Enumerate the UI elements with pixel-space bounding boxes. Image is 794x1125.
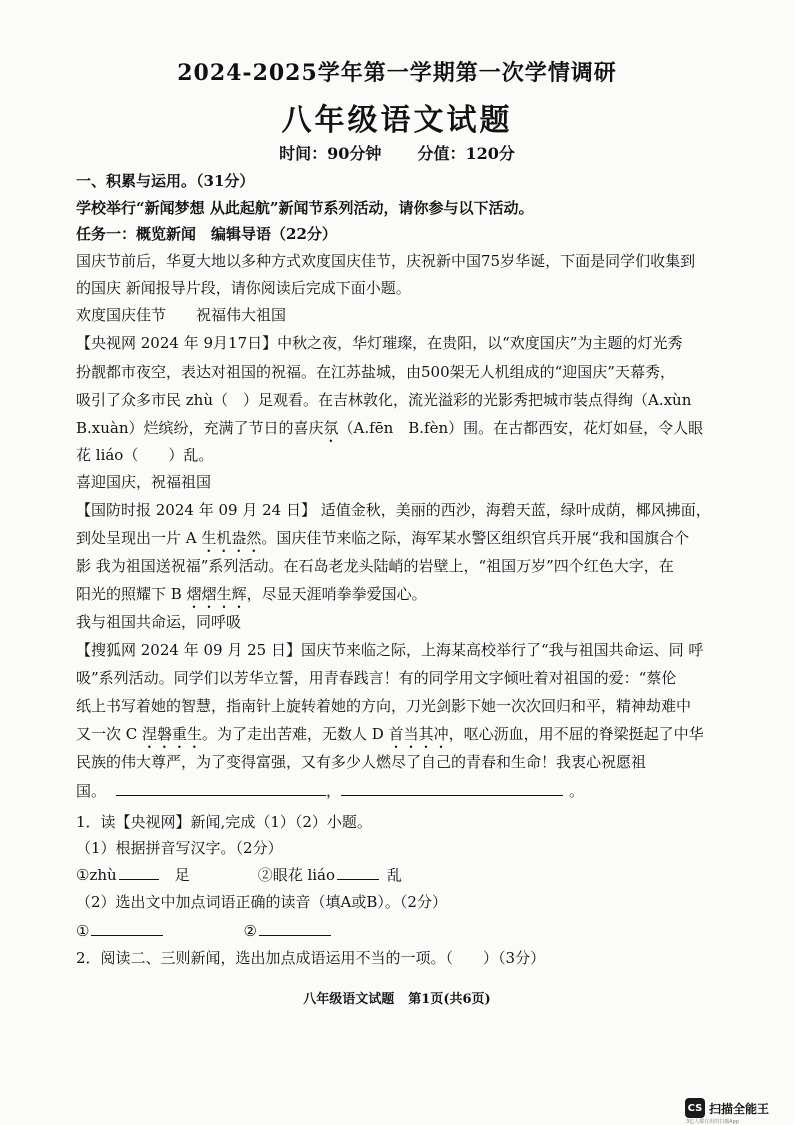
dotted-idiom: 生机盎然 xyxy=(201,529,262,547)
page-footer: 八年级语文试题 第1页(共6页) xyxy=(303,992,491,1007)
question-2: 2．阅读二、三则新闻，选出加点成语运用不当的一项。（ ）（3分） xyxy=(76,949,546,967)
news-line: 纸上书写着她的智慧，指南针上旋转着她的方向，刀光剑影下她一次次回归和平，精神劫难中 xyxy=(76,697,692,715)
answer-blank[interactable] xyxy=(259,921,331,936)
news-line: 【国防时报 2024 年 09 月 24 日】 适值金秋，美丽的西沙，海碧天蓝，绿叶成荫，椰风拂面， xyxy=(76,501,711,519)
dotted-idiom: 熠熠生辉 xyxy=(186,585,247,603)
news-headline: 欢度国庆佳节 祝福伟大祖国 xyxy=(76,306,287,324)
news-line: 又一次 C 涅磐重生。为了走出苦难，无数人 D 首当其冲，呕心沥血，用不屈的脊梁挺起了中华 xyxy=(76,725,704,743)
news-line: 国。 ， 。 xyxy=(76,782,585,800)
news-line: 吸”系列活动。同学们以芳华立誓，用青春践言！有的同学用文字倾吐着对祖国的爱：“蔡伦 xyxy=(76,669,677,687)
answer-blank[interactable] xyxy=(116,781,326,796)
exam-score: 分值：120分 xyxy=(417,144,515,163)
dotted-idiom: 涅磐重生 xyxy=(142,725,203,743)
news-line: 【搜狐网 2024 年 09 月 25 日】国庆节来临之际，上海某高校举行了“我与祖国共命运、同 呼 xyxy=(76,641,704,659)
answer-blank[interactable] xyxy=(341,781,563,796)
section-heading: 一、积累与运用。（31分） xyxy=(76,172,255,190)
exam-title: 2024-2025学年第一学期第一次学情调研 xyxy=(177,60,617,86)
news-line: 民族的伟大尊严，为了变得富强，又有多少人燃尽了自己的青春和生命！我衷心祝愿祖 xyxy=(76,753,647,771)
camscanner-logo-icon: CS xyxy=(685,1098,705,1118)
dotted-word: 氛 xyxy=(323,419,339,437)
intro-line: 的国庆 新闻报导片段，请你阅读后完成下面小题。 xyxy=(76,279,411,297)
answer-row: ① ② xyxy=(76,921,331,941)
exam-subject: 八年级语文试题 xyxy=(281,103,513,138)
intro-line: 国庆节前后，华夏大地以多种方式欢度国庆佳节，庆祝新中国75岁华诞，下面是同学们收集到 xyxy=(76,252,696,270)
exam-meta xyxy=(0,141,794,164)
dotted-idiom: 首当其冲 xyxy=(388,725,449,743)
task-heading: 任务一：概览新闻 编辑导语（22分） xyxy=(76,225,337,243)
answer-row: ①zhù 足 ②眼花 liáo 乱 xyxy=(76,866,403,884)
news-headline: 我与祖国共命运，同呼吸 xyxy=(76,613,242,631)
exam-time: 时间：90分钟 xyxy=(279,144,382,163)
news-line: 吸引了众多市民 zhù（ ）足观看。在吉林敦化，流光溢彩的光影秀把城市装点得绚（A.xùn xyxy=(76,391,692,409)
news-line: 影 我为祖国送祝福”系列活动。在石岛老龙头陆峭的岩壁上，“祖国万岁”四个红色大字，在 xyxy=(76,557,674,575)
question-1: 1．读【央视网】新闻,完成（1）（2）小题。 xyxy=(76,813,372,831)
news-line: 到处呈现出一片 A 生机盎然。国庆佳节来临之际，海军某水警区组织官兵开展“我和国旗合个 xyxy=(76,529,690,547)
watermark-tagline: 3亿人都在用的扫描App xyxy=(686,1119,739,1125)
news-line: 【央视网 2024 年 9月17日】中秋之夜，华灯璀璨，在贵阳，以“欢度国庆”为主题的灯光秀 xyxy=(76,334,683,352)
news-line: 扮靓都市夜空，表达对祖国的祝福。在江苏盐城，由500架无人机组成的“迎国庆”天幕秀， xyxy=(76,363,675,381)
news-line: 阳光的照耀下 B 熠熠生辉，尽显天涯哨拳拳爱国心。 xyxy=(76,585,427,603)
question-1-2: （2）选出文中加点词语正确的读音（填A或B）。（2分） xyxy=(76,893,447,911)
section-intro: 学校举行“新闻梦想 从此起航”新闻节系列活动，请你参与以下活动。 xyxy=(76,199,534,217)
news-headline: 喜迎国庆，祝福祖国 xyxy=(76,473,212,491)
answer-blank[interactable] xyxy=(337,865,379,880)
news-line: B.xuàn）烂缤纷，充满了节日的喜庆氛（A.fēn B.fèn）围。在古都西安，花灯如昼，令人眼 xyxy=(76,419,704,437)
answer-blank[interactable] xyxy=(91,921,163,936)
answer-blank[interactable] xyxy=(119,865,159,880)
question-1-1: （1）根据拼音写汉字。（2分） xyxy=(76,839,283,857)
news-line: 花 liáo（ ）乱。 xyxy=(76,446,214,464)
watermark-name: 扫描全能王 xyxy=(709,1101,770,1116)
scanner-watermark xyxy=(685,1098,769,1118)
